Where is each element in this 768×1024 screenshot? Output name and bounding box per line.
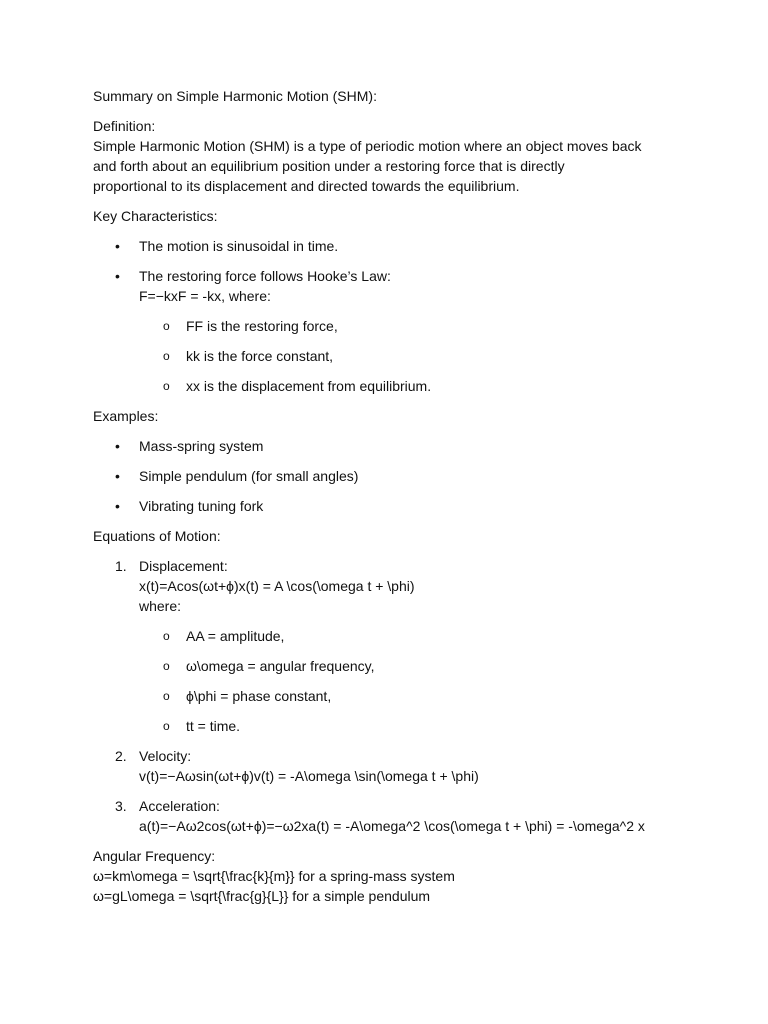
- sub-bullet-icon: o: [163, 319, 170, 333]
- sub-bullet-icon: o: [163, 659, 170, 673]
- sub-bullet-icon: o: [163, 689, 170, 703]
- angular-frequency-heading: Angular Frequency:: [93, 848, 216, 864]
- definition-line: and forth about an equilibrium position under a restoring force that is directly: [93, 158, 565, 174]
- sub-bullet-icon: o: [163, 719, 170, 733]
- list-item-text: The motion is sinusoidal in time.: [139, 238, 339, 254]
- list-item: [93, 436, 693, 456]
- sub-bullet-icon: o: [163, 629, 170, 643]
- where-label: where:: [139, 598, 182, 614]
- item-number: 2.: [115, 748, 127, 764]
- examples-heading: Examples:: [93, 408, 159, 424]
- key-characteristics-list: [93, 236, 693, 396]
- hookes-law-formula: F=−kxF = -kx, where:: [139, 288, 271, 304]
- sub-bullet-icon: o: [163, 349, 170, 363]
- key-characteristics-heading: Key Characteristics:: [93, 208, 218, 224]
- sub-list-item: [93, 626, 693, 646]
- list-item: [93, 496, 693, 516]
- sub-list-item: [93, 716, 693, 736]
- list-item: [93, 266, 693, 306]
- list-item-text: Simple pendulum (for small angles): [139, 468, 359, 484]
- item-number: 3.: [115, 798, 127, 814]
- item-number: 1.: [115, 558, 127, 574]
- sub-list-item-text: kk is the force constant,: [186, 348, 334, 364]
- definition-line: Simple Harmonic Motion (SHM) is a type of periodic motion where an object moves back: [93, 138, 642, 154]
- sub-list-item: [93, 686, 693, 706]
- sub-list-item: [93, 346, 693, 366]
- numbered-item: [93, 796, 693, 836]
- examples-list: [93, 436, 693, 516]
- equation-label: Velocity:: [139, 748, 192, 764]
- bullet-icon: •: [115, 498, 120, 514]
- equation-label: Acceleration:: [139, 798, 220, 814]
- displacement-formula: x(t)=Acos(ωt+ϕ)x(t) = A \cos(\omega t + \phi): [139, 578, 415, 594]
- list-item-text: Vibrating tuning fork: [139, 498, 264, 514]
- sub-list-item: [93, 376, 693, 396]
- acceleration-formula: a(t)=−Aω2cos(ωt+ϕ)=−ω2xa(t) = -A\omega^2 \cos(\omega t + \phi) = -\omega^2 x: [139, 818, 645, 834]
- definition-heading: Definition:: [93, 118, 156, 134]
- definition-line: proportional to its displacement and directed towards the equilibrium.: [93, 178, 520, 194]
- numbered-item: [93, 746, 693, 786]
- document-title: Summary on Simple Harmonic Motion (SHM):: [93, 88, 377, 104]
- list-item-text: Mass-spring system: [139, 438, 264, 454]
- sub-list-item: [93, 316, 693, 336]
- angular-frequency-section: [93, 846, 693, 906]
- sub-list-item-text: tt = time.: [186, 718, 241, 734]
- bullet-icon: •: [115, 238, 120, 254]
- angular-frequency-line: ω=km\omega = \sqrt{\frac{k}{m}} for a spring-mass system: [93, 868, 455, 884]
- sub-list-item-text: xx is the displacement from equilibrium.: [186, 378, 432, 394]
- equation-label: Displacement:: [139, 558, 228, 574]
- bullet-icon: •: [115, 268, 120, 284]
- sub-list-item-text: ϕ\phi = phase constant,: [186, 688, 332, 704]
- angular-frequency-line: ω=gL\omega = \sqrt{\frac{g}{L}} for a simple pendulum: [93, 888, 431, 904]
- sub-list-item: [93, 656, 693, 676]
- list-item: [93, 466, 693, 486]
- sub-list-item-text: AA = amplitude,: [186, 628, 285, 644]
- bullet-icon: •: [115, 438, 120, 454]
- sub-list-item-text: FF is the restoring force,: [186, 318, 338, 334]
- equations-heading: Equations of Motion:: [93, 528, 221, 544]
- velocity-formula: v(t)=−Aωsin(ωt+ϕ)v(t) = -A\omega \sin(\omega t + \phi): [139, 768, 479, 784]
- definition-section: [93, 116, 693, 196]
- sub-bullet-icon: o: [163, 379, 170, 393]
- equations-list: [93, 556, 693, 836]
- sub-list-item-text: ω\omega = angular frequency,: [186, 658, 375, 674]
- numbered-item: [93, 556, 693, 616]
- bullet-icon: •: [115, 468, 120, 484]
- list-item-text: The restoring force follows Hooke’s Law:: [139, 268, 391, 284]
- document-page: [93, 86, 693, 906]
- list-item: [93, 236, 693, 256]
